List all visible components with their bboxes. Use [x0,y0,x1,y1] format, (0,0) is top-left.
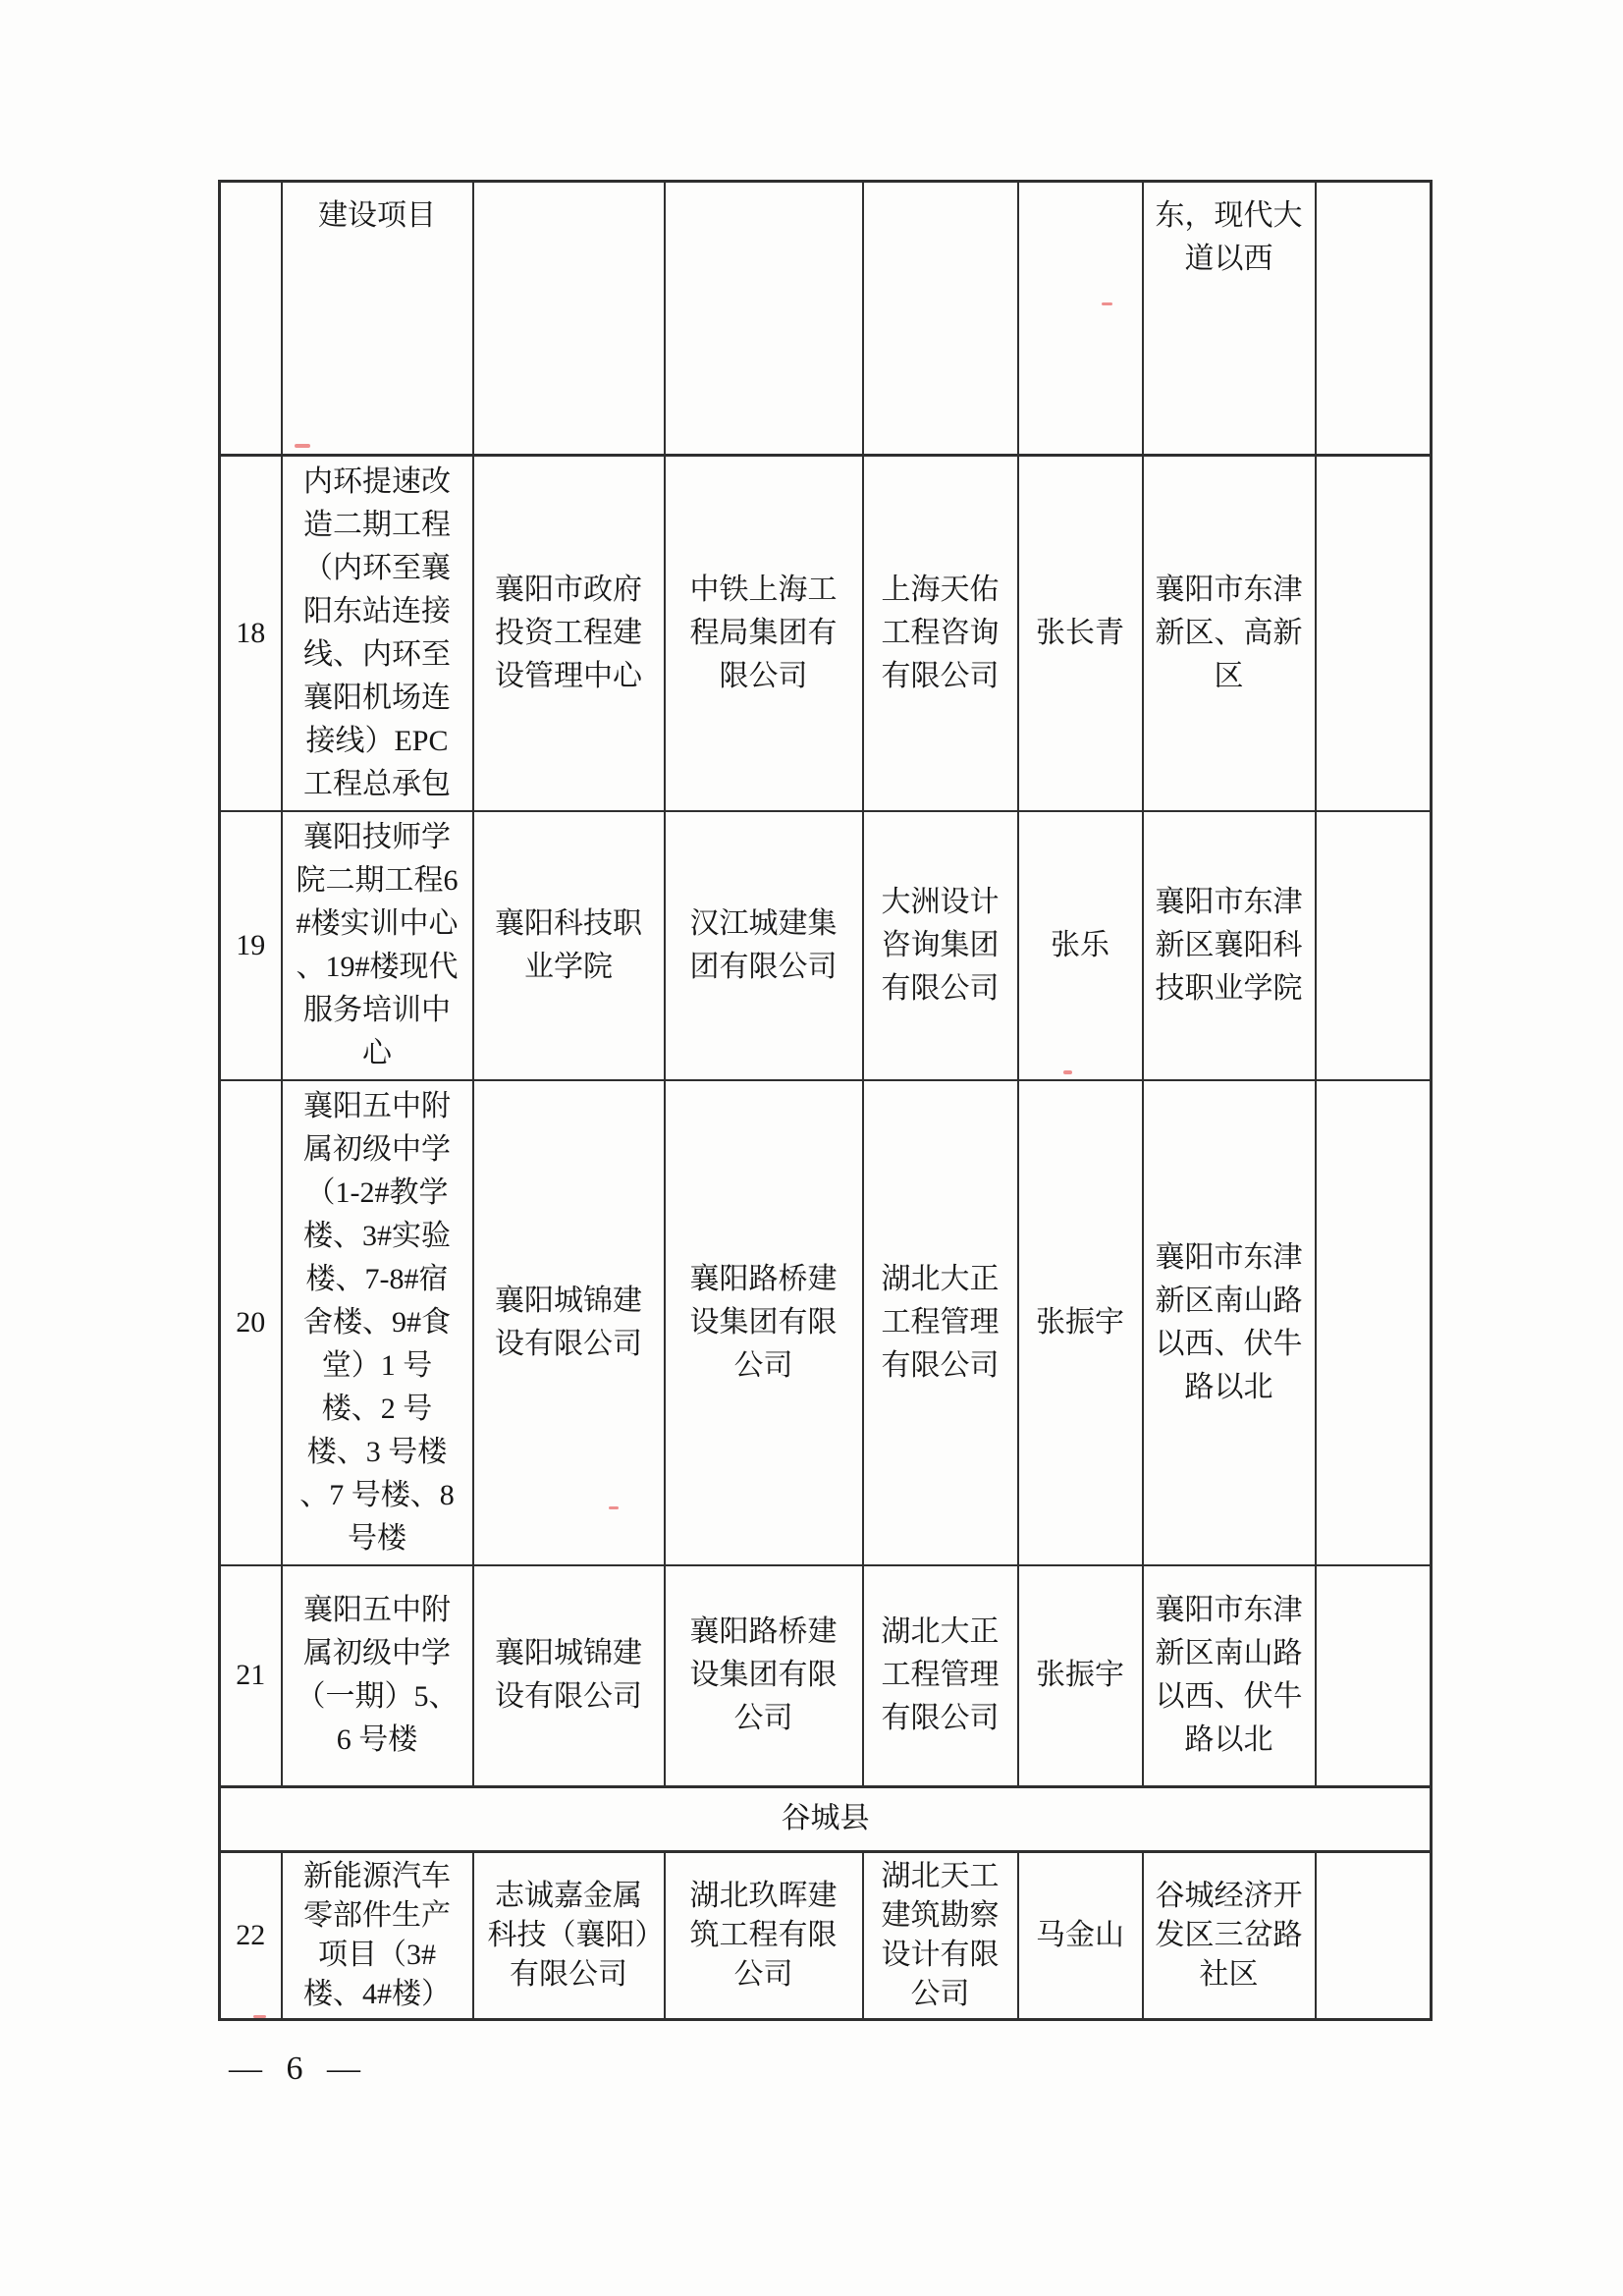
cell-project: 建设项目 [282,182,473,456]
table-row [220,811,1432,1080]
cell-number: 19 [220,811,282,1080]
cell-number: 20 [220,1080,282,1565]
cell-location: 襄阳市东津新区、高新区 [1143,456,1316,812]
scan-artifact [1063,1070,1072,1074]
cell-owner: 襄阳城锦建设有限公司 [473,1565,665,1786]
cell-empty [863,182,1018,456]
cell-contractor: 襄阳路桥建设集团有限公司 [665,1080,863,1565]
cell-location: 东，现代大道以西 [1143,182,1316,456]
scan-artifact [1102,302,1112,305]
cell-empty [1018,182,1143,456]
cell-location: 襄阳市东津新区南山路以西、伏牛路以北 [1143,1565,1316,1786]
cell-project: 襄阳五中附属初级中学（一期）5、6 号楼 [282,1565,473,1786]
cell-project: 襄阳技师学院二期工程6#楼实训中心 、19#楼现代服务培训中心 [282,811,473,1080]
scan-artifact [609,1506,619,1509]
cell-supervisor: 湖北大正工程管理有限公司 [863,1565,1018,1786]
cell-empty [1316,456,1432,812]
cell-location: 谷城经济开发区三岔路社区 [1143,1851,1316,2019]
cell-owner: 襄阳科技职业学院 [473,811,665,1080]
cell-empty [1316,182,1432,456]
table-row [220,1080,1432,1565]
page-number: — 6 — [229,2050,368,2087]
cell-person: 张振宇 [1018,1080,1143,1565]
cell-project: 新能源汽车零部件生产项目（3#楼、4#楼） [282,1851,473,2019]
cell-number: 22 [220,1851,282,2019]
cell-empty [1316,811,1432,1080]
cell-contractor: 中铁上海工程局集团有限公司 [665,456,863,812]
section-header: 谷城县 [220,1786,1432,1851]
cell-number: 18 [220,456,282,812]
cell-owner: 襄阳城锦建设有限公司 [473,1080,665,1565]
table-row [220,456,1432,812]
cell-person: 张长青 [1018,456,1143,812]
cell-empty [473,182,665,456]
projects-table [218,180,1433,2021]
cell-contractor: 襄阳路桥建设集团有限公司 [665,1565,863,1786]
cell-owner: 襄阳市政府投资工程建设管理中心 [473,456,665,812]
cell-empty [1316,1080,1432,1565]
scan-artifact [253,2015,266,2018]
table-row [220,1851,1432,2019]
cell-project: 襄阳五中附属初级中学（1-2#教学楼、3#实验楼、7-8#宿舍楼、9#食堂）1 号楼、2 号楼、3 号楼 、7 号楼、8 号楼 [282,1080,473,1565]
cell-supervisor: 上海天佑工程咨询有限公司 [863,456,1018,812]
cell-location: 襄阳市东津新区南山路以西、伏牛路以北 [1143,1080,1316,1565]
cell-empty [1316,1851,1432,2019]
cell-person: 张乐 [1018,811,1143,1080]
cell-person: 张振宇 [1018,1565,1143,1786]
section-header-row [220,1786,1432,1851]
cell-empty [665,182,863,456]
cell-owner: 志诚嘉金属科技（襄阳）有限公司 [473,1851,665,2019]
cell-empty [1316,1565,1432,1786]
cell-project: 内环提速改造二期工程（内环至襄阳东站连接线、内环至襄阳机场连接线）EPC工程总承包 [282,456,473,812]
table-row-continuation [220,182,1432,456]
cell-number: 21 [220,1565,282,1786]
cell-contractor: 汉江城建集团有限公司 [665,811,863,1080]
cell-supervisor: 大洲设计咨询集团有限公司 [863,811,1018,1080]
cell-empty [220,182,282,456]
table-row [220,1565,1432,1786]
cell-contractor: 湖北玖晖建筑工程有限公司 [665,1851,863,2019]
cell-supervisor: 湖北天工建筑勘察设计有限公司 [863,1851,1018,2019]
cell-supervisor: 湖北大正工程管理有限公司 [863,1080,1018,1565]
scan-artifact [295,444,310,448]
cell-person: 马金山 [1018,1851,1143,2019]
cell-location: 襄阳市东津新区襄阳科技职业学院 [1143,811,1316,1080]
